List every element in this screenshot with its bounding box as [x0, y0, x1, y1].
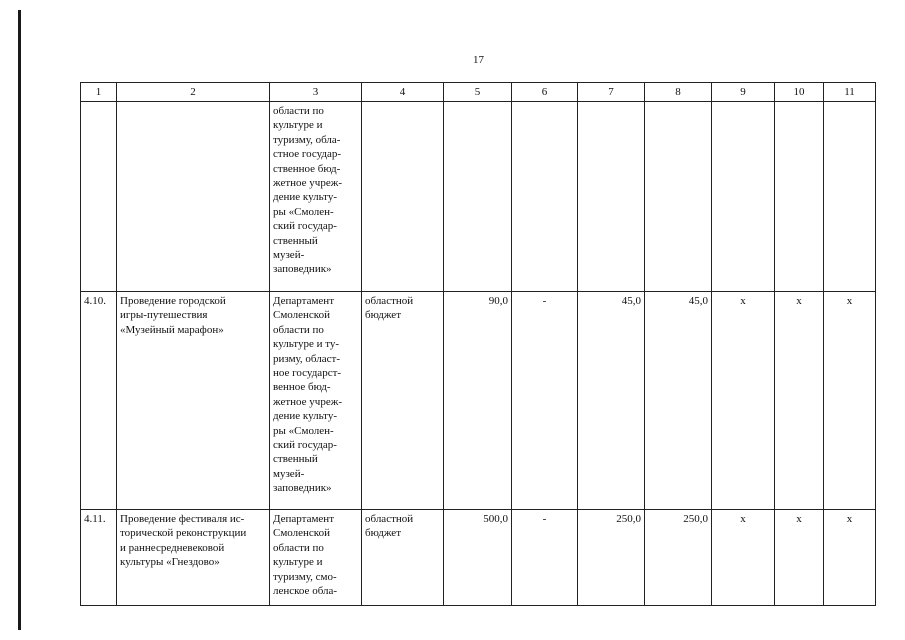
executor-line: ры «Смолен- — [273, 205, 334, 218]
executor-line: ственное бюд- — [273, 162, 341, 175]
executor-line: области по — [273, 323, 324, 336]
cell-col11 — [824, 102, 876, 292]
executor-line: ризму, област- — [273, 352, 340, 365]
executor-line: заповедник» — [273, 482, 332, 495]
executor-line: Департамент — [273, 513, 335, 525]
executor-line: Смоленской — [273, 527, 330, 540]
column-header: 10 — [775, 83, 824, 102]
scan-edge-line — [18, 10, 21, 630]
executor-line: ственный — [273, 453, 318, 466]
name-line: культуры «Гнездово» — [120, 556, 220, 569]
cell-source — [362, 510, 444, 606]
column-header: 8 — [645, 83, 712, 102]
cell-col6 — [512, 102, 578, 292]
cell-name — [117, 102, 270, 292]
cell-executor — [270, 510, 362, 606]
executor-line: дение культу- — [273, 410, 338, 423]
page-number: 17 — [473, 54, 484, 66]
cell-col10: х — [775, 292, 824, 510]
executor-line: жетное учреж- — [273, 177, 342, 190]
cell-col6: - — [512, 510, 578, 606]
executor-line: музей- — [273, 467, 305, 480]
column-number-row — [81, 83, 876, 102]
executor-line: заповедник» — [273, 263, 332, 276]
executor-line: области по — [273, 105, 324, 117]
name-line: игры-путешествия — [120, 309, 208, 322]
name-line: и раннесредневековой — [120, 541, 225, 554]
column-header: 3 — [270, 83, 362, 102]
cell-col9: х — [712, 510, 775, 606]
program-measures-table — [80, 82, 876, 606]
cell-source — [362, 292, 444, 510]
source-line: областной — [365, 295, 414, 307]
executor-line: стное государ- — [273, 148, 342, 161]
cell-total: 500,0 — [444, 510, 512, 606]
cell-source — [362, 102, 444, 292]
cell-col9 — [712, 102, 775, 292]
cell-name — [117, 510, 270, 606]
executor-line: области по — [273, 541, 324, 554]
cell-col10 — [775, 102, 824, 292]
executor-line: ский государ- — [273, 439, 337, 452]
name-line: Проведение фестиваля ис- — [120, 513, 245, 525]
executor-line: ский государ- — [273, 220, 337, 233]
source-line: бюджет — [365, 309, 401, 322]
cell-col7: 250,0 — [578, 510, 645, 606]
column-header: 5 — [444, 83, 512, 102]
executor-line: музей- — [273, 249, 305, 262]
executor-line: жетное учреж- — [273, 395, 342, 408]
cell-total — [444, 102, 512, 292]
executor-line: ры «Смолен- — [273, 424, 334, 437]
executor-line: культуре и — [273, 119, 323, 132]
table-row-4-10 — [81, 292, 876, 510]
executor-line: туризму, смо- — [273, 570, 337, 583]
cell-col8: 250,0 — [645, 510, 712, 606]
executor-line: ственный — [273, 234, 318, 247]
cell-col7 — [578, 102, 645, 292]
executor-line: венное бюд- — [273, 381, 331, 394]
executor-line: ное государст- — [273, 367, 342, 380]
executor-line: туризму, обла- — [273, 133, 341, 146]
cell-num — [81, 102, 117, 292]
source-line: областной — [365, 513, 414, 525]
cell-col9: х — [712, 292, 775, 510]
cell-executor — [270, 292, 362, 510]
cell-col8 — [645, 102, 712, 292]
column-header: 1 — [81, 83, 117, 102]
table-row-4-11 — [81, 510, 876, 606]
cell-num: 4.11. — [81, 510, 117, 606]
executor-line: дение культу- — [273, 191, 338, 204]
executor-line: ленское обла- — [273, 585, 338, 598]
column-header: 4 — [362, 83, 444, 102]
executor-line: культуре и — [273, 556, 323, 569]
executor-line: Смоленской — [273, 309, 330, 322]
cell-col8: 45,0 — [645, 292, 712, 510]
name-line: торической реконструкции — [120, 527, 247, 540]
executor-line: Департамент — [273, 295, 335, 307]
cell-name — [117, 292, 270, 510]
column-header: 7 — [578, 83, 645, 102]
cell-col11: х — [824, 292, 876, 510]
name-line: «Музейный марафон» — [120, 323, 224, 336]
column-header: 6 — [512, 83, 578, 102]
column-header: 11 — [824, 83, 876, 102]
cell-col7: 45,0 — [578, 292, 645, 510]
cell-num: 4.10. — [81, 292, 117, 510]
executor-line: культуре и ту- — [273, 338, 340, 351]
cell-total: 90,0 — [444, 292, 512, 510]
table-row-continued — [81, 102, 876, 292]
source-line: бюджет — [365, 527, 401, 540]
cell-col11: х — [824, 510, 876, 606]
name-line: Проведение городской — [120, 295, 226, 307]
cell-executor — [270, 102, 362, 292]
column-header: 2 — [117, 83, 270, 102]
column-header: 9 — [712, 83, 775, 102]
cell-col10: х — [775, 510, 824, 606]
cell-col6: - — [512, 292, 578, 510]
